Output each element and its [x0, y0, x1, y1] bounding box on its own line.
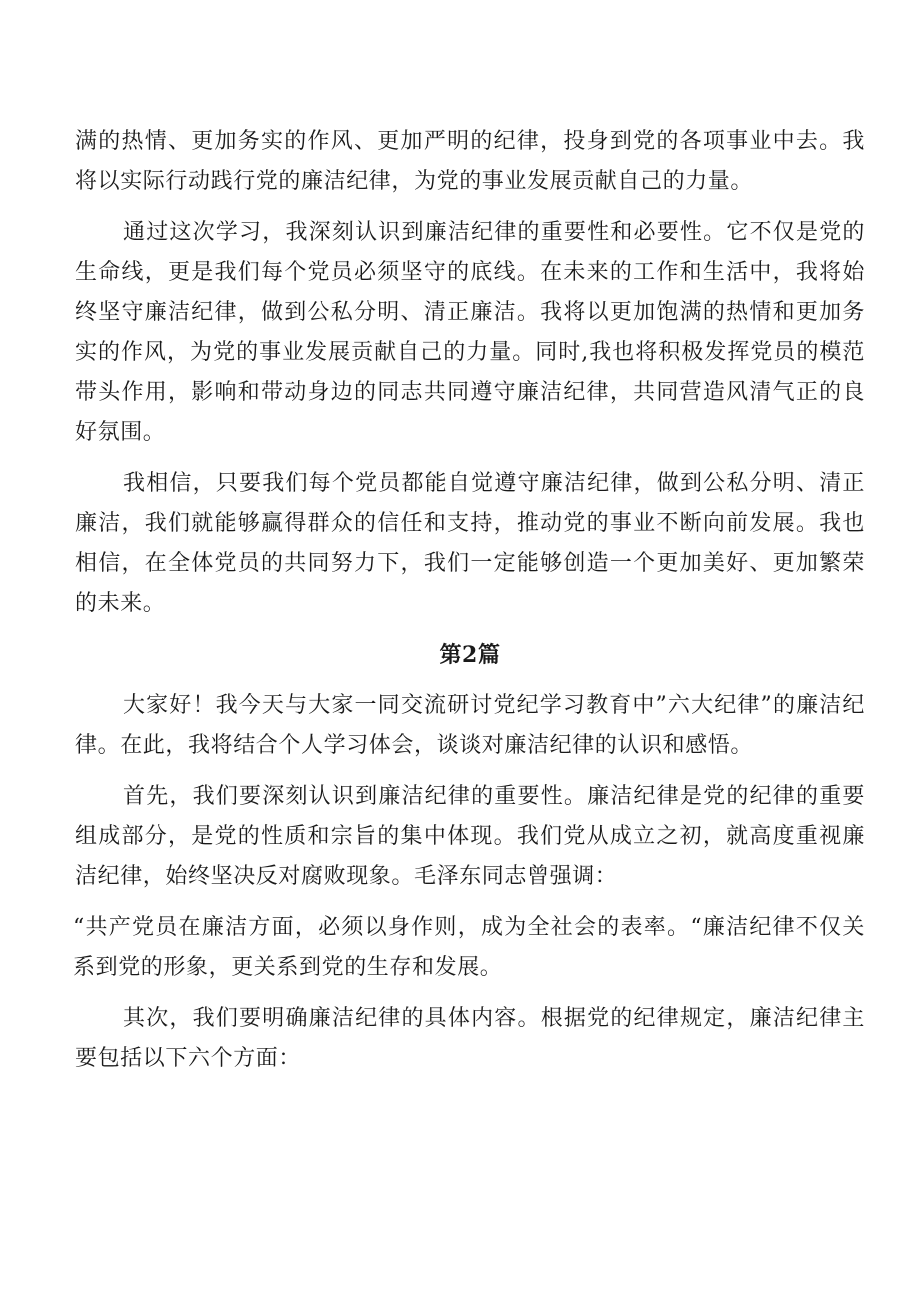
paragraph: 通过这次学习，我深刻认识到廉洁纪律的重要性和必要性。它不仅是党的生命线，更是我们每个党员必须坚守的底线。在未来的工作和生活中，我将始终坚守廉洁纪律，做到公私分明、清正廉洁。我将以更加饱满的热情和更加务实的作风，为党的事业发展贡献自己的力量。同时,我也将积极发挥党员的模范带头作用，影响和带动身边的同志共同遵守廉洁纪律，共同营造风清气正的良好氛围。 [75, 220, 865, 445]
paragraph: 首先，我们要深刻认识到廉洁纪律的重要性。廉洁纪律是党的纪律的重要组成部分，是党的性质和宗旨的集中体现。我们党从成立之初，就高度重视廉洁纪律，始终坚决反对腐败现象。毛泽东同志曾强调： [75, 784, 865, 889]
quote-paragraph: “共产党员在廉洁方面，必须以身作则，成为全社会的表率。“廉洁纪律不仅关系到党的形象，更关系到党的生存和发展。 [73, 915, 865, 980]
paragraph: 我相信，只要我们每个党员都能自觉遵守廉洁纪律，做到公私分明、清正廉洁，我们就能够赢得群众的信任和支持，推动党的事业不断向前发展。我也相信，在全体党员的共同努力下，我们一定能够创造一个更加美好、更加繁荣的未来。 [75, 471, 865, 616]
paragraph: 大家好！我今天与大家一同交流研讨党纪学习教育中”六大纪律”的廉洁纪律。在此，我将结合个人学习体会，谈谈对廉洁纪律的认识和感悟。 [75, 693, 865, 758]
section-title: 第2篇 [439, 642, 501, 668]
document-body [75, 122, 865, 1090]
paragraph: 其次，我们要明确廉洁纪律的具体内容。根据党的纪律规定，廉洁纪律主要包括以下六个方面： [75, 1006, 865, 1071]
paragraph-continuation: 满的热情、更加务实的作风、更加严明的纪律，投身到党的各项事业中去。我将以实际行动践行党的廉洁纪律，为党的事业发展贡献自己的力量。 [75, 129, 865, 194]
